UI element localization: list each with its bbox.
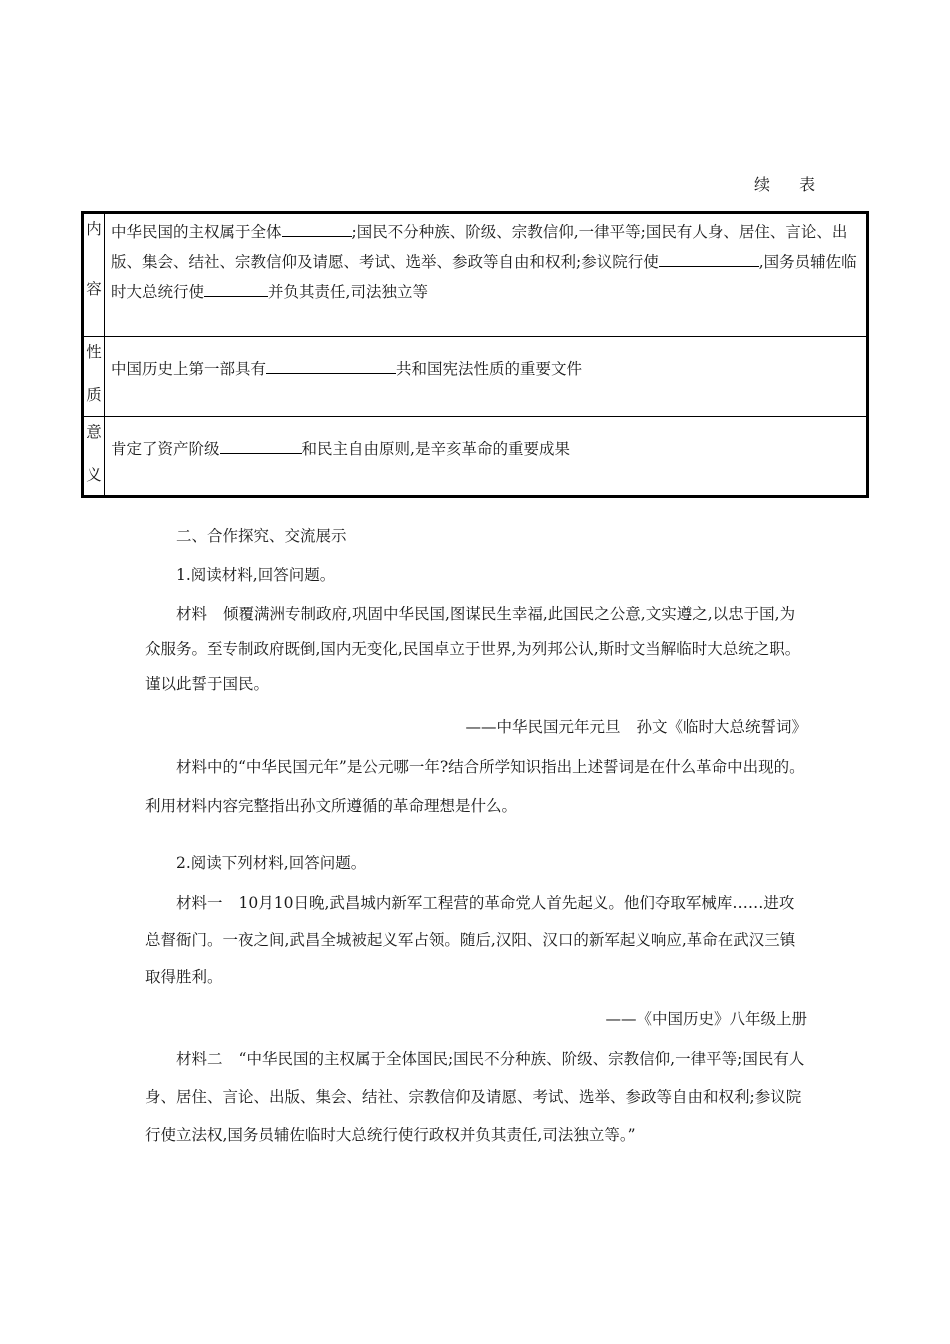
section-heading: 二、合作探究、交流展示: [176, 527, 347, 545]
q1-source: ——中华民国元年元旦 孙文《临时大总统誓词》: [465, 718, 807, 736]
fill-blank: [204, 279, 268, 297]
q1-material: 材料 倾覆满洲专制政府,巩固中华民国,图谋民生幸福,此国民之公意,文实遵之,以忠于国,为众服务。至专制政府既倒,国内无变化,民国卓立于世界,为列邦公认,斯时文当解临时大总统之职。谨以此誓于国民。: [145, 605, 801, 693]
fill-blank: [659, 249, 759, 267]
table-row-nature: [83, 337, 868, 417]
constitution-table: [81, 211, 869, 498]
row-label-nature: 性 质: [83, 337, 105, 417]
row-cell-significance: 肯定了资产阶级 和民主自由原则,是辛亥革命的重要成果: [105, 417, 868, 497]
row-cell-nature: 中国历史上第一部具有 共和国宪法性质的重要文件: [105, 337, 868, 417]
q2-material-two: 材料二 “中华民国的主权属于全体国民;国民不分种族、阶级、宗教信仰,一律平等;国民有人身、居住、言论、出版、集会、结社、宗教信仰及请愿、考试、选举、参政等自由和权利;参议院行使立法权,国务员辅佐临时大总统行使行政权并负其责任,司法独立等。”: [145, 1050, 805, 1144]
table-row-significance: [83, 417, 868, 497]
table-row-content: [83, 213, 868, 337]
row-label-significance: 意 义: [83, 417, 105, 497]
q2-material-one: 材料一 10月10日晚,武昌城内新军工程营的革命党人首先起义。他们夺取军械库……进攻总督衙门。一夜之间,武昌全城被起义军占领。随后,汉阳、汉口的新军起义响应,革命在武汉三镇取得胜利。: [145, 894, 796, 986]
q2-material-one-source: ——《中国历史》八年级上册: [605, 1010, 807, 1028]
q1-question: 材料中的“中华民国元年”是公元哪一年?结合所学知识指出上述誓词是在什么革命中出现的。利用材料内容完整指出孙文所遵循的革命理想是什么。: [145, 758, 805, 815]
q1-prompt: 1.阅读材料,回答问题。: [176, 566, 336, 584]
row-cell-content: 中华民国的主权属于全体 ;国民不分种族、阶级、宗教信仰,一律平等;国民有人身、居住、言论、出版、集会、结社、宗教信仰及请愿、考试、选举、参政等自由和权利;参议院行使 ,国务员辅佐临时大总统行使 并负其责任,司法独立等: [105, 213, 868, 337]
fill-blank: [220, 436, 302, 454]
fill-blank: [266, 356, 396, 374]
continuation-label: 续 表: [754, 175, 828, 194]
q2-prompt: 2.阅读下列材料,回答问题。: [176, 854, 367, 872]
row-label-content: 内 容: [83, 213, 105, 337]
fill-blank: [282, 219, 352, 237]
